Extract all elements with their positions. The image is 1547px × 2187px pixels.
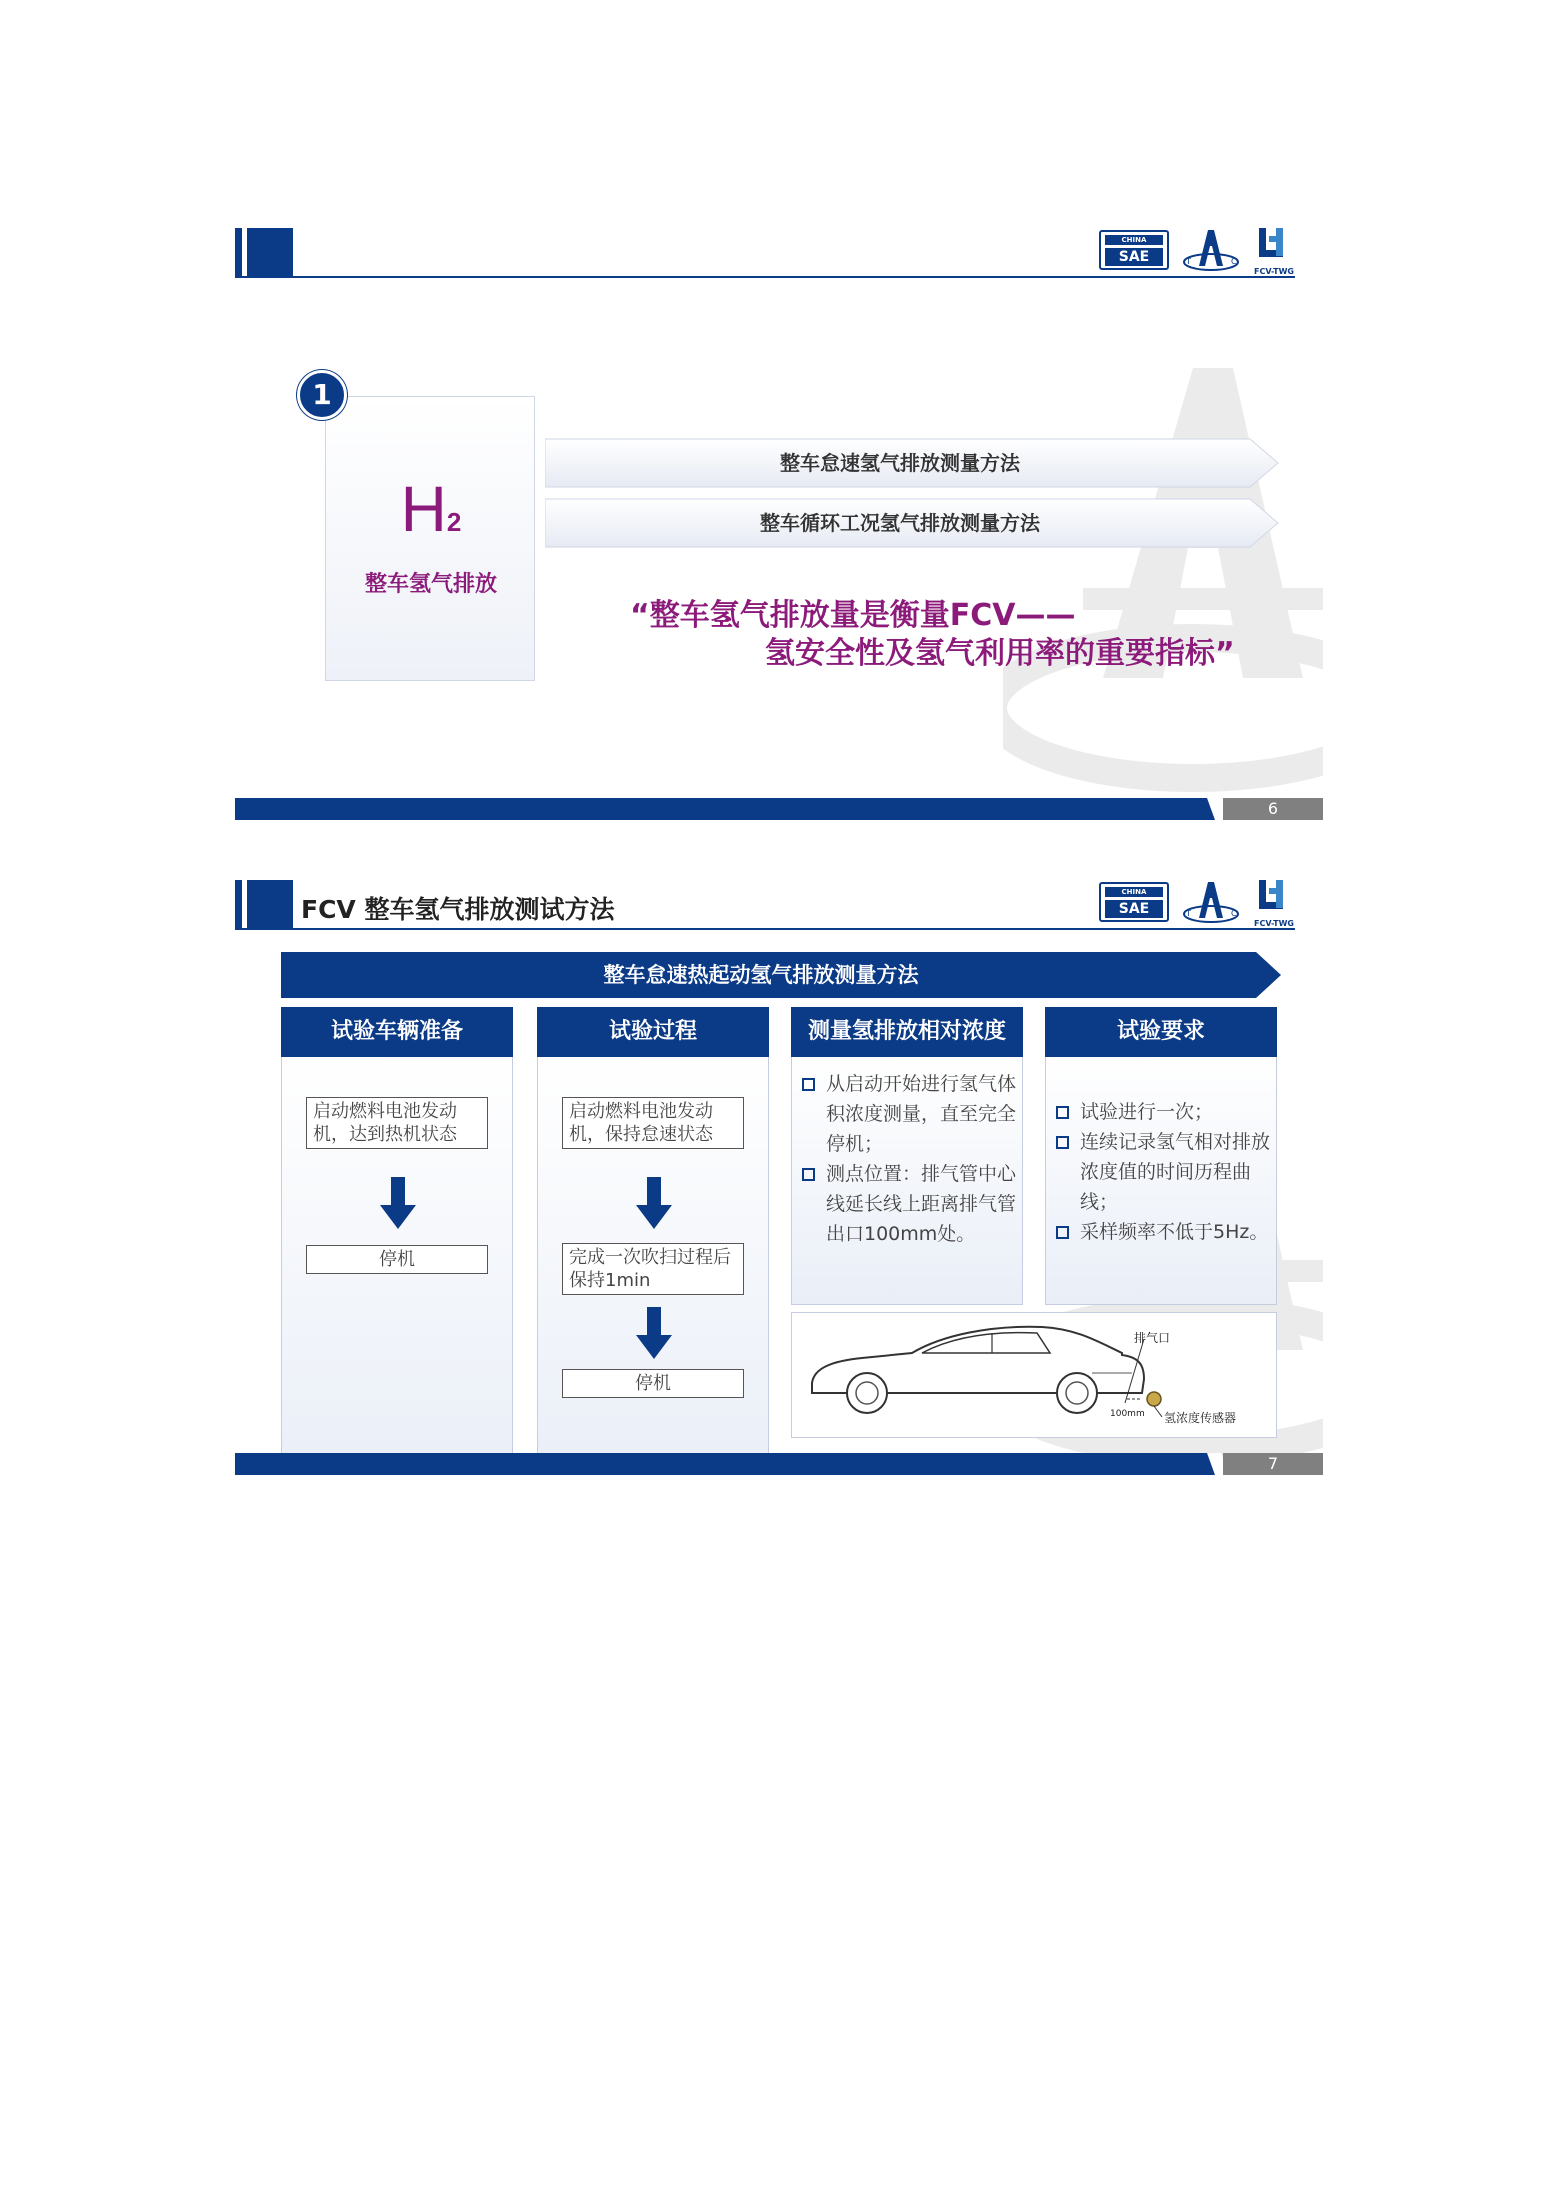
header-bars [235, 228, 295, 276]
column-vehicle-prep [281, 1007, 513, 1475]
distance-label: 100mm [1110, 1409, 1145, 1419]
column-test-requirements [1045, 1007, 1277, 1305]
step-box: 停机 [306, 1245, 488, 1274]
slide-footer [235, 1453, 1323, 1475]
tjtc-logo-icon [1181, 880, 1241, 926]
column-head: 试验要求 [1045, 1007, 1277, 1057]
step-box: 停机 [562, 1369, 744, 1398]
list-item: 试验进行一次； [1054, 1097, 1270, 1127]
method-idle [545, 438, 1280, 488]
car-diagram [791, 1312, 1277, 1438]
column-test-process [537, 1007, 769, 1475]
slide-7 [235, 880, 1323, 1475]
page-number: 7 [1223, 1453, 1323, 1475]
column-body [1045, 1057, 1277, 1305]
column-head: 测量氢排放相对浓度 [791, 1007, 1023, 1057]
slide-footer [235, 798, 1323, 820]
list-item: 连续记录氢气相对排放浓度值的时间历程曲线； [1054, 1127, 1270, 1217]
watermark-logo-icon [1003, 348, 1323, 808]
page-number: 6 [1223, 798, 1323, 820]
bullet-list [1054, 1097, 1270, 1247]
column-measure-concentration [791, 1007, 1023, 1305]
column-body [537, 1057, 769, 1475]
list-item: 采样频率不低于5Hz。 [1054, 1217, 1270, 1247]
method-cycle-label: 整车循环工况氢气排放测量方法 [760, 511, 1040, 535]
header-logos [1099, 228, 1299, 278]
page-title: FCV 整车氢气排放测试方法 [301, 895, 615, 924]
square-bullet-icon [802, 1078, 815, 1091]
column-head: 试验过程 [537, 1007, 769, 1057]
square-bullet-icon [1056, 1226, 1069, 1239]
list-item: 从启动开始进行氢气体积浓度测量，直至完全停机； [800, 1069, 1016, 1159]
column-head: 试验车辆准备 [281, 1007, 513, 1057]
square-bullet-icon [802, 1168, 815, 1181]
column-body [281, 1057, 513, 1475]
step-box: 启动燃料电池发动机，保持怠速状态 [562, 1097, 744, 1149]
h2-card-label: 整车氢气排放 [364, 572, 497, 597]
list-item: 测点位置：排气管中心线延长线上距离排气管出口100mm处。 [800, 1159, 1016, 1249]
svg-text:T: T [1186, 909, 1191, 918]
square-bullet-icon [1056, 1106, 1069, 1119]
svg-text:C: C [1231, 257, 1237, 266]
method-cycle [545, 498, 1280, 548]
exhaust-label: 排气口 [1134, 1331, 1171, 1345]
fcv-twg-logo-icon: FCV-TWG [1249, 880, 1299, 928]
method-banner [281, 952, 1281, 998]
header-logos [1099, 880, 1299, 930]
step-box: 完成一次吹扫过程后保持1min [562, 1243, 744, 1295]
h2-symbol: H2 [400, 473, 462, 545]
method-idle-label: 整车怠速氢气排放测量方法 [780, 451, 1020, 475]
down-arrow-icon [634, 1177, 674, 1231]
quote-line-1: “整车氢气排放量是衡量FCV—— [630, 598, 1076, 633]
slide-6 [235, 228, 1323, 820]
svg-text:T: T [1186, 257, 1191, 266]
down-arrow-icon [378, 1177, 418, 1231]
square-bullet-icon [1056, 1136, 1069, 1149]
china-sae-logo-icon: CHINA SAE [1099, 230, 1169, 270]
svg-text:C: C [1231, 909, 1237, 918]
china-sae-logo-icon: CHINA SAE [1099, 882, 1169, 922]
method-banner-label: 整车怠速热起动氢气排放测量方法 [603, 963, 919, 987]
header-bars [235, 880, 295, 928]
sensor-label: 氢浓度传感器 [1164, 1411, 1237, 1425]
column-body [791, 1057, 1023, 1305]
down-arrow-icon [634, 1307, 674, 1361]
quote-line-2: 氢安全性及氢气利用率的重要指标” [765, 636, 1235, 671]
section-number-badge: 1 [297, 370, 347, 420]
bullet-list [800, 1069, 1016, 1249]
step-box: 启动燃料电池发动机，达到热机状态 [306, 1097, 488, 1149]
fcv-twg-logo-icon: FCV-TWG [1249, 228, 1299, 276]
tjtc-logo-icon [1181, 228, 1241, 274]
